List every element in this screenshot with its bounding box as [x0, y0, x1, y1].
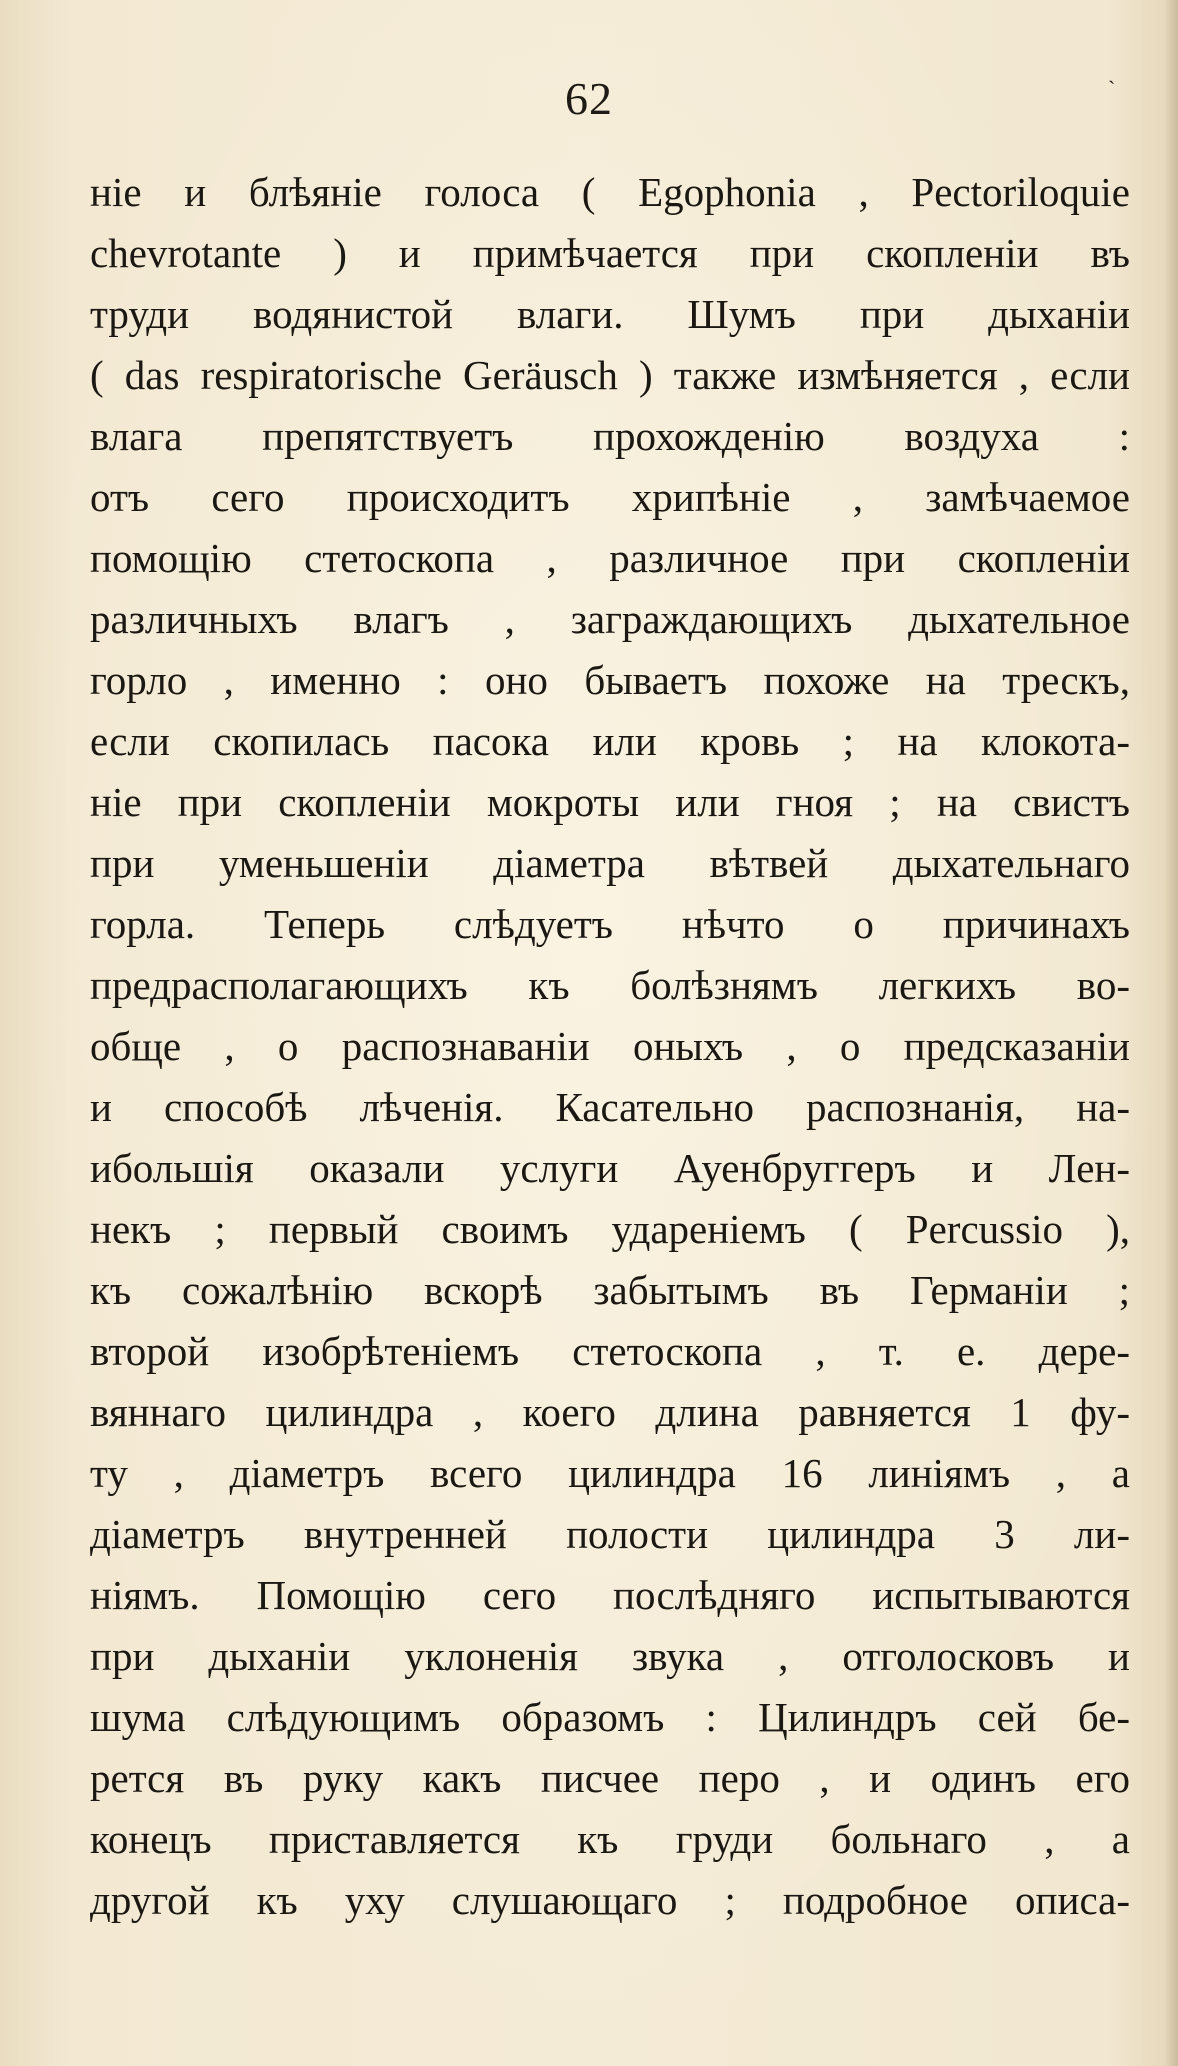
- text-line: труди водянистой влаги. Шумъ при дыханіи: [90, 291, 1130, 337]
- text-line: ніямъ. Помощію сего послѣдняго испытываются: [90, 1572, 1130, 1618]
- text-line: горло , именно : оно бываетъ похоже на трескъ,: [90, 657, 1130, 703]
- text-line: къ сожалѣнію вскорѣ забытымъ въ Германіи ;: [90, 1267, 1130, 1313]
- text-line: обще , о распознаваніи оныхъ , о предсказаніи: [90, 1023, 1130, 1069]
- text-line: при дыханіи уклоненія звука , отголосковъ и: [90, 1633, 1130, 1679]
- text-line: вяннаго цилиндра , коего длина равняется 1 фу-: [90, 1389, 1130, 1435]
- text-line: ніе при скопленіи мокроты или гноя ; на свистъ: [90, 779, 1130, 825]
- text-line: предрасполагающихъ къ болѣзнямъ легкихъ во-: [90, 962, 1130, 1008]
- text-line: горла. Теперь слѣдуетъ нѣчто о причинахъ: [90, 901, 1130, 947]
- text-line: второй изобрѣтеніемъ стетоскопа , т. е. дере-: [90, 1328, 1130, 1374]
- text-line: помощію стетоскопа , различное при скопленіи: [90, 535, 1130, 581]
- page-edge-shadow: [1164, 0, 1178, 2066]
- corner-mark: ˎ: [1108, 59, 1116, 84]
- text-line: рется въ руку какъ писчее перо , и одинъ его: [90, 1755, 1130, 1801]
- text-line: и способѣ лѣченія. Касательно распознанія, на-: [90, 1084, 1130, 1130]
- text-line: конецъ приставляется къ груди больнаго , а: [90, 1816, 1130, 1862]
- text-line: ( das respiratorische Geräusch ) также измѣняется , если: [90, 352, 1130, 398]
- text-line: отъ сего происходитъ хрипѣніе , замѣчаемое: [90, 474, 1130, 520]
- page-number: 62: [565, 73, 613, 124]
- text-line: влага препятствуетъ прохожденію воздуха :: [90, 413, 1130, 459]
- text-line: ту , діаметръ всего цилиндра 16 линіямъ , а: [90, 1450, 1130, 1496]
- text-line: если скопилась пасока или кровь ; на клокота-: [90, 718, 1130, 764]
- text-line: некъ ; первый своимъ удареніемъ ( Percussio ),: [90, 1206, 1130, 1252]
- text-line: другой къ уху слушающаго ; подробное описа-: [90, 1877, 1130, 1923]
- text-line: при уменьшеніи діаметра вѣтвей дыхательнаго: [90, 840, 1130, 886]
- text-line: chevrotante ) и примѣчается при скопленіи въ: [90, 230, 1130, 276]
- text-line: ніе и блѣяніе голоса ( Egophonia , Pectoriloquie: [90, 169, 1130, 215]
- text-line: различныхъ влагъ , заграждающихъ дыхательное: [90, 596, 1130, 642]
- text-line: ибольшія оказали услуги Ауенбруггеръ и Лен-: [90, 1145, 1130, 1191]
- body-text: [90, 162, 1130, 1931]
- text-line: шума слѣдующимъ образомъ : Цилиндръ сей бе-: [90, 1694, 1130, 1740]
- text-line: діаметръ внутренней полости цилиндра 3 ли-: [90, 1511, 1130, 1557]
